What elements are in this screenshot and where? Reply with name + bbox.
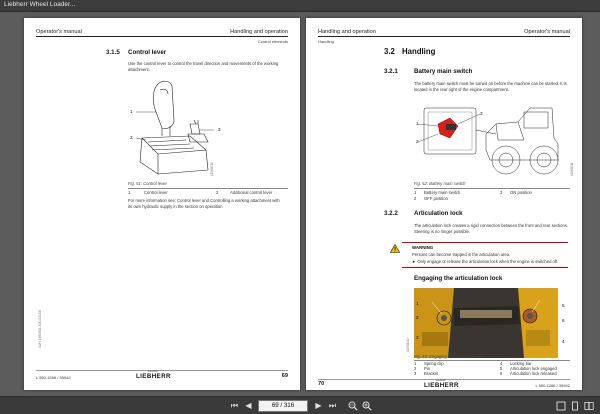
page-number: 70 xyxy=(318,381,325,387)
subheader-left: Handling xyxy=(318,39,334,44)
battery-legend-num-1: 1 xyxy=(414,190,417,195)
header-rule xyxy=(318,36,570,37)
section-title: Handling xyxy=(402,47,436,56)
warning-text: Persons can become trapped in the articulation area. xyxy=(412,252,511,257)
more-info-line-2: its own hydraulic supply in the section on operation xyxy=(128,204,223,209)
callout-1: 1 xyxy=(130,109,133,114)
brand-sub: Liebherr xyxy=(436,378,447,382)
articulation-legend-num-5: 5 xyxy=(500,366,503,371)
window-titlebar xyxy=(0,0,600,12)
zoom-in-icon[interactable] xyxy=(362,401,372,411)
articulation-callout-1: 1 xyxy=(416,301,419,306)
caption-rule xyxy=(128,188,288,189)
articulation-legend-num-2: 2 xyxy=(414,366,417,371)
header-right: Handling and operation xyxy=(230,29,288,35)
page-number: 69 xyxy=(281,373,288,379)
articulation-legend-num-3: 3 xyxy=(414,371,417,376)
viewer-toolbar xyxy=(0,396,600,414)
warning-rule-top xyxy=(402,242,568,243)
articulation-callout-5: 5 xyxy=(562,303,565,308)
page-number-input[interactable]: 69 / 316 xyxy=(258,400,308,412)
warning-rule-bottom xyxy=(402,267,568,268)
battery-callout-1: 1 xyxy=(416,121,419,126)
callout-2: 2 xyxy=(130,135,133,140)
header-left: Handling and operation xyxy=(318,29,376,35)
battery-legend-label-3: ON position xyxy=(510,190,532,195)
arrow-right-icon: ► xyxy=(412,259,418,264)
articulation-legend-label-6: Articulation lock released xyxy=(510,371,557,376)
articulation-caption: Fig. 53: Engaging the articulation lock: xyxy=(414,354,485,359)
battery-figure-code: 11580011 xyxy=(570,162,574,176)
section-title: Control lever xyxy=(128,49,167,56)
articulation-line-1: The articulation lock creates a rigid connection between the front and rear sections. xyxy=(414,223,569,228)
articulation-legend-num-6: 6 xyxy=(500,371,503,376)
legend-label-2: Additional control lever xyxy=(230,190,273,195)
first-page-icon[interactable]: ⏮ xyxy=(230,401,239,410)
intro-line-1: Use the control lever to control the travel direction and movements of the working xyxy=(128,61,279,66)
articulation-lock-figure xyxy=(414,288,558,358)
next-page-icon[interactable]: ▶ xyxy=(315,401,322,410)
callout-3: 3 xyxy=(218,127,221,132)
brand-logo: LIEBHERR xyxy=(136,373,171,380)
articulation-callout-2: 2 xyxy=(416,315,419,320)
articulation-line-2: Steering is no longer possible. xyxy=(414,229,471,234)
articulation-callout-4: 4 xyxy=(562,339,565,344)
section-number: 3.2 xyxy=(384,47,395,56)
battery-legend-label-2: OFF position xyxy=(424,196,448,201)
articulation-legend-label-4: Locking bar xyxy=(510,361,532,366)
header-right: Operator's manual xyxy=(524,29,570,35)
single-page-icon[interactable] xyxy=(570,401,580,411)
side-code: LWH 1580900-1/00-001/00 xyxy=(38,309,42,348)
doc-number: L 550-1266 / 35942 xyxy=(36,375,71,380)
header-rule xyxy=(36,36,288,37)
articulation-legend-num-1: 1 xyxy=(414,361,417,366)
fit-page-icon[interactable] xyxy=(556,401,566,411)
intro-line-2: attachment. xyxy=(128,67,150,72)
left-page xyxy=(24,18,300,390)
warning-action xyxy=(412,259,558,264)
articulation-legend-label-1: Spring clip xyxy=(424,361,444,366)
legend-num-1: 1 xyxy=(128,190,131,195)
footer-rule xyxy=(36,370,288,371)
battery-callout-3: 3 xyxy=(480,111,483,116)
battery-callout-2: 2 xyxy=(416,139,419,144)
articulation-figure-code: 11580012 xyxy=(406,338,410,352)
battery-legend-label-1: Battery main switch xyxy=(424,190,461,195)
battery-switch-figure xyxy=(414,94,566,180)
zoom-out-icon[interactable] xyxy=(348,401,358,411)
legend-label-1: Control lever xyxy=(144,190,168,195)
subheader-right: Control elements xyxy=(257,39,288,44)
figure-caption: Fig. 51: Control lever xyxy=(128,181,167,186)
doc-number: L 550-1266 / 35942 xyxy=(535,383,570,388)
articulation-callout-3: 3 xyxy=(416,335,419,340)
articulation-section-number: 3.2.2 xyxy=(384,210,398,217)
articulation-legend-label-5: Articulation lock engaged xyxy=(510,366,557,371)
battery-section-number: 3.2.1 xyxy=(384,68,398,75)
battery-section-title: Battery main switch xyxy=(414,68,473,75)
articulation-legend-label-2: Pin xyxy=(424,366,431,371)
figure-code: 11580010 xyxy=(210,162,214,176)
brand-sub: Liebherr xyxy=(148,369,159,373)
warning-box xyxy=(402,242,568,268)
battery-line-2: located in the rear right of the engine compartment. xyxy=(414,87,509,92)
articulation-legend-label-3: Bracket xyxy=(424,371,439,376)
warning-action-text: Only engage or release the articulation lock when the engine is switched off. xyxy=(417,259,559,264)
battery-caption-rule xyxy=(414,188,570,189)
last-page-icon[interactable]: ⏭ xyxy=(328,401,337,410)
warning-title: WARNING xyxy=(412,245,434,250)
articulation-section-title: Articulation lock xyxy=(414,210,463,217)
battery-legend-num-3: 3 xyxy=(500,190,503,195)
battery-line-1: The battery main switch must be turned on before the machine can be started. It is xyxy=(414,81,567,86)
articulation-legend-num-4: 4 xyxy=(500,361,503,366)
battery-legend-num-2: 2 xyxy=(414,196,417,201)
battery-caption: Fig. 52: Battery main switch xyxy=(414,181,466,186)
header-left: Operator's manual xyxy=(36,29,82,35)
right-page xyxy=(306,18,582,390)
previous-page-icon[interactable]: ◀ xyxy=(245,401,252,410)
legend-num-2: 2 xyxy=(216,190,219,195)
warning-triangle-icon xyxy=(390,244,400,253)
section-number: 3.1.5 xyxy=(106,49,120,56)
more-info-line-1: For more information see: Control lever and Controlling a working attachment with xyxy=(128,198,280,203)
brand-logo: LIEBHERR xyxy=(424,382,459,389)
engaging-title: Engaging the articulation lock xyxy=(414,275,503,282)
window-title: Liebherr Wheel Loader... xyxy=(4,1,76,8)
articulation-callout-6: 6 xyxy=(562,318,565,323)
double-page-icon[interactable] xyxy=(584,401,594,411)
